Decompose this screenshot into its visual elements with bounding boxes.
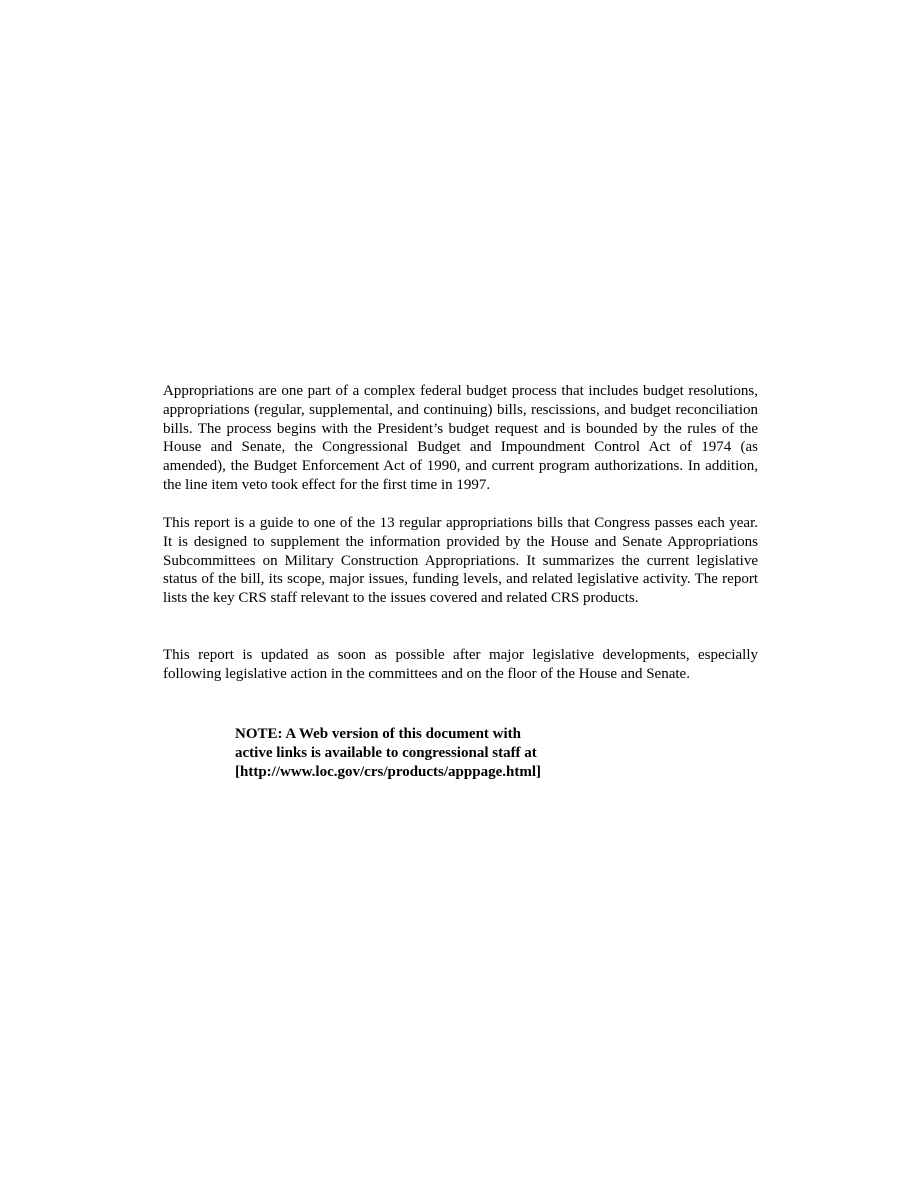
report-purpose-paragraph: This report is a guide to one of the 13 regular appropriations bills that Congress passes each year. It is designed to supplement the information provided by the House and Senate Appropriations Subcommittees on Military Construction Appropriations. It summarizes the current legislative status of the bill, its scope, major issues, funding levels, and related legislative activity. The report lists the key CRS staff relevant to the issues covered and related CRS products. xyxy=(163,515,758,607)
note-line-2: active links is available to congressional staff at xyxy=(235,744,537,761)
intro-paragraph: Appropriations are one part of a complex federal budget process that includes budget resolutions, appropriations (regular, supplemental, and continuing) bills, rescissions, and budget reconciliation bills. The process begins with the President’s budget request and is bounded by the rules of the House and Senate, the Congressional Budget and Impoundment Control Act of 1974 (as amended), the Budget Enforcement Act of 1990, and current program authorizations. In addition, the line item veto took effect for the first time in 1997. xyxy=(163,383,758,493)
update-policy-paragraph: This report is updated as soon as possible after major legislative developments, especially following legislative action in the committees and on the floor of the House and Senate. xyxy=(163,647,758,682)
note-url-line[interactable]: [http://www.loc.gov/crs/products/apppage.html] xyxy=(235,763,541,780)
note-line-1: NOTE: A Web version of this document with xyxy=(235,726,522,742)
web-version-note xyxy=(235,725,595,781)
